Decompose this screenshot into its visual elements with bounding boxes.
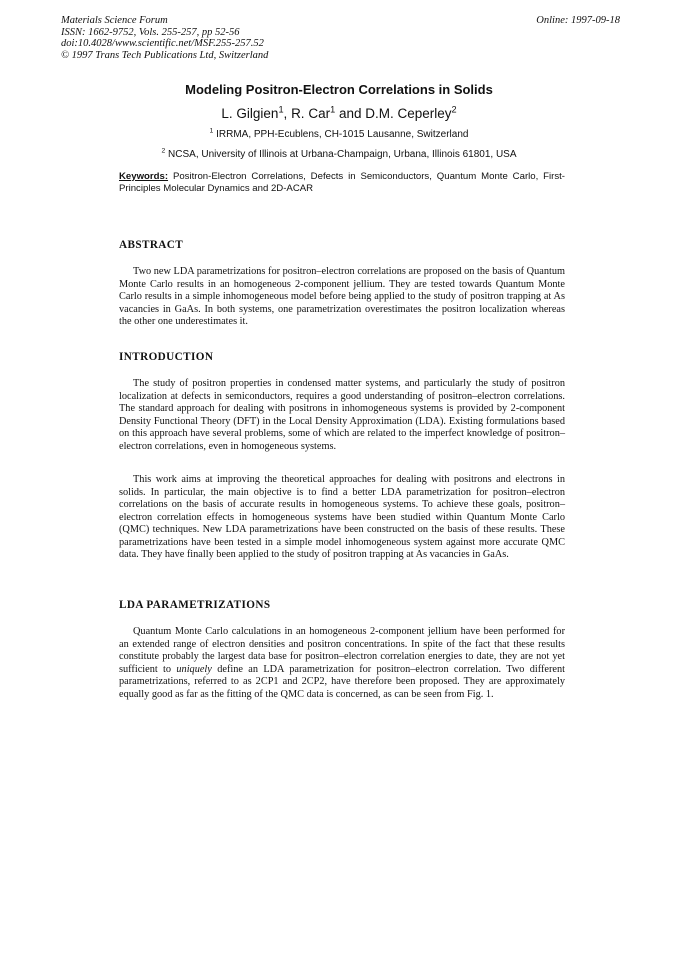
copyright-line: © 1997 Trans Tech Publications Ltd, Switzerland (61, 49, 269, 61)
journal-name: Materials Science Forum (61, 15, 168, 26)
author-affiliation-mark: 2 (451, 104, 457, 115)
online-date: Online: 1997-09-18 (536, 15, 620, 26)
abstract-heading: ABSTRACT (119, 239, 184, 251)
affiliation-1 (0, 129, 678, 140)
author-separator: and (335, 106, 366, 121)
affiliation-text: IRRMA, PPH-Ecublens, CH-1015 Lausanne, Switzerland (216, 129, 469, 140)
lda-heading: LDA PARAMETRIZATIONS (119, 599, 271, 611)
author-name: D.M. Ceperley (365, 106, 452, 121)
author-affiliation-mark: 1 (330, 104, 336, 115)
keywords-label: Keywords: (119, 171, 169, 182)
introduction-paragraph-2: This work aims at improving the theoretical approaches for dealing with positrons and electrons in solids. In particular, the main objective is to find a better LDA parametrization for positron–electron correlations on the basis of accurate results in homogeneous systems. To achieve these goals, positron–electron correlation effects in homogeneous systems have been studied within Quantum Monte Carlo (QMC) techniques. New LDA parametrizations have been constructed on the basis of these results. These parametrizations have been tested in a simple model inhomogeneous system against more accurate QMC data. They have finally been applied to the study of positron trapping at As vacancies in GaAs. (119, 474, 565, 560)
affiliation-2 (0, 149, 678, 160)
author-affiliation-mark: 1 (278, 104, 284, 115)
abstract-paragraph: Two new LDA parametrizations for positron–electron correlations are proposed on the basis of Quantum Monte Carlo results in an homogeneous 2-component jellium. They are tested towards Quantum Monte Carlo results in a simple inhomogeneous model before being applied to the study of positron trapping at As vacancies in GaAs. In both systems, one parametrization overestimates the positron localization whereas the other one underestimates it. (119, 266, 565, 327)
paper-title: Modeling Positron-Electron Correlations in Solids (185, 82, 493, 97)
keywords (119, 171, 565, 195)
lda-text-end: define an LDA parametrization for positron–electron correlation. Two different parametrizations, referred to as 2CP1 and 2CP2, have therefore been proposed. They are approximately equally good as far as the fitting of the QMC data is concerned, as can be seen from Fig. 1. (119, 663, 566, 700)
affiliation-text: NCSA, University of Illinois at Urbana-Champaign, Urbana, Illinois 61801, USA (168, 149, 517, 160)
author-name: R. Car (291, 106, 331, 121)
lda-paragraph (119, 626, 565, 701)
keywords-text: Positron-Electron Correlations, Defects in Semiconductors, Quantum Monte Carlo, First-Principles Molecular Dynamics and 2D-ACAR (119, 171, 565, 194)
doi-line: doi:10.4028/www.scientific.net/MSF.255-257.52 (61, 38, 264, 50)
author-separator: , (283, 106, 292, 121)
affiliation-mark: 2 (161, 147, 166, 155)
introduction-paragraph-1: The study of positron properties in condensed matter systems, and particularly the study of positron localization at defects in semiconductors, requires a good understanding of positron–electron correlations. The standard approach for dealing with positrons in inhomogeneous systems is provided by 2-component Density Functional Theory (DFT) in the Local Density Approximation (LDA). Existing formulations based on this approach have several problems, some of which are related to the imperfect knowledge of positron–electron correlations, even in homogeneous systems. (119, 378, 565, 452)
lda-emphasis: uniquely (176, 663, 212, 675)
journal-header (61, 15, 268, 61)
lda-text-start: Quantum Monte Carlo calculations in an homogeneous 2-component jellium have been performed for an extended range of electron densities and positron concentrations. In spite of the fact that these results constitute probably the largest data base for positron–electron correlation energies to date, they are not yet sufficient to (119, 626, 565, 675)
author-name: L. Gilgien (221, 106, 279, 121)
introduction-heading: INTRODUCTION (119, 351, 214, 363)
affiliation-mark: 1 (209, 127, 214, 135)
issn-line: ISSN: 1662-9752, Vols. 255-257, pp 52-56 (61, 26, 240, 38)
author-list (0, 106, 678, 121)
